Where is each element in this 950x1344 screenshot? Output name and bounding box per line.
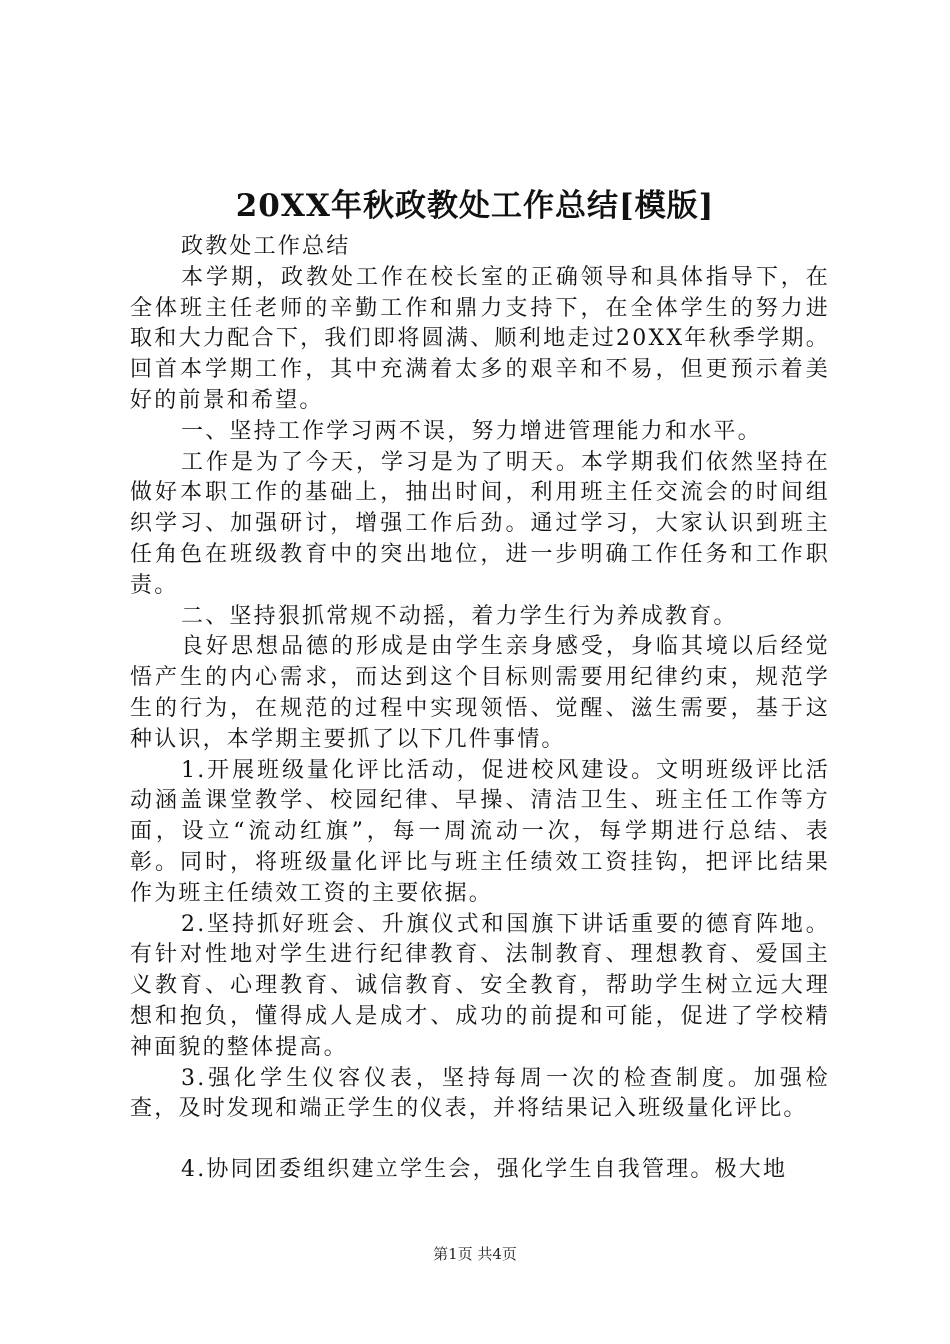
- list-item-1: 1.开展班级量化评比活动，促进校风建设。文明班级评比活动涵盖课堂教学、校园纪律、早操、清洁卫生、班主任工作等方面，设立“流动红旗”，每一周流动一次，每学期进行总结、表彰。同时，将班级量化评比与班主任绩效工资挂钩，把评比结果作为班主任绩效工资的主要依据。: [130, 757, 830, 906]
- section-heading-two: 二、坚持狠抓常规不动摇，着力学生行为养成教育。: [181, 603, 738, 629]
- paragraph-intro: 本学期，政教处工作在校长室的正确领导和具体指导下，在全体班主任老师的辛勤工作和鼎力支持下，在全体学生的努力进取和大力配合下，我们即将圆满、顺利地走过20XX年秋季学期。回首本学期工作，其中充满着太多的艰辛和不易，但更预示着美好的前景和希望。: [130, 264, 830, 413]
- section-heading-one: 一、坚持工作学习两不误，努力增进管理能力和水平。: [181, 418, 762, 444]
- page-footer: 第1页 共4页: [433, 1245, 517, 1263]
- list-item-3: 3.强化学生仪容仪表，坚持每周一次的检查制度。加强检查，及时发现和端正学生的仪表，并将结果记入班级量化评比。: [130, 1065, 830, 1122]
- list-item-4: 4.协同团委组织建立学生会，强化学生自我管理。极大地: [181, 1157, 788, 1183]
- document-title: 20XX年秋政教处工作总结[模版]: [235, 188, 715, 224]
- paragraph-heading: 政教处工作总结: [181, 234, 351, 259]
- paragraph-section-one: 工作是为了今天，学习是为了明天。本学期我们依然坚持在做好本职工作的基础上，抽出时间，利用班主任交流会的时间组织学习、加强研讨，增强工作后劲。通过学习，大家认识到班主任角色在班级教育中的突出地位，进一步明确工作任务和工作职责。: [130, 449, 830, 598]
- paragraph-section-two: 良好思想品德的形成是由学生亲身感受，身临其境以后经觉悟产生的内心需求，而达到这个目标则需要用纪律约束，规范学生的行为，在规范的过程中实现领悟、觉醒、滋生需要，基于这种认识，本学期主要抓了以下几件事情。: [130, 634, 830, 752]
- list-item-2: 2.坚持抓好班会、升旗仪式和国旗下讲话重要的德育阵地。有针对性地对学生进行纪律教育、法制教育、理想教育、爱国主义教育、心理教育、诚信教育、安全教育，帮助学生树立远大理想和抱负，懂得成人是成才、成功的前提和可能，促进了学校精神面貌的整体提高。: [130, 911, 830, 1060]
- document-body: [130, 232, 830, 1186]
